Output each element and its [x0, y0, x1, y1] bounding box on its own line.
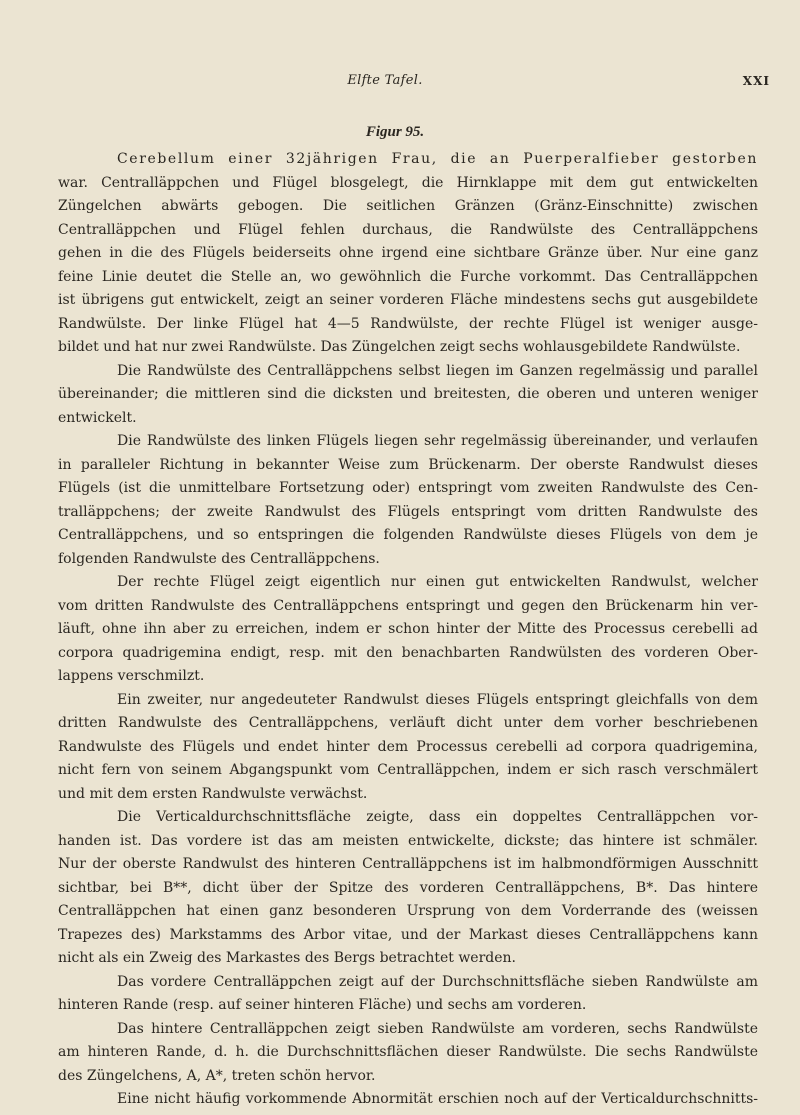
text-line: Züngelchen abwärts gebogen. Die seitlichen Gränzen (Gränz-Einschnitte) zwischen: [58, 198, 758, 214]
text-line: entwickelt.: [58, 409, 137, 426]
text-line: Die Randwülste des linken Flügels liegen sehr regelmässig übereinander, und verlaufen: [117, 433, 758, 449]
text-line: handen ist. Das vordere ist das am meisten entwickelte, dickste; das hintere ist schmäler.: [58, 832, 758, 849]
text-line: sichtbar, bei B**, dicht über der Spitze des vorderen Centralläppchens, B*. Das hintere: [58, 879, 758, 896]
text-line: dritten Randwulste des Centralläppchens, verläuft dicht unter dem vorher beschriebenen: [58, 715, 758, 731]
text-line: hinteren Rande (resp. auf seiner hinteren Fläche) und sechs am vorderen.: [58, 997, 587, 1013]
text-line: Das hintere Centralläppchen zeigt sieben Randwülste am vorderen, sechs Randwülste: [117, 1020, 758, 1037]
text-line: Der rechte Flügel zeigt eigentlich nur einen gut entwickelten Randwulst, welcher: [117, 574, 758, 590]
text-line: Eine nicht häufig vorkommende Abnormität erschien noch auf der Verticaldurchschnitts-: [117, 1091, 758, 1107]
text-line: gehen in die des Flügels beiderseits ohne irgend eine sichtbare Gränze über. Nur eine ganz: [58, 245, 758, 261]
text-line: nicht fern von seinem Abgangspunkt vom Centralläppchen, indem er sich rasch verschmälert: [58, 762, 758, 778]
text-line: folgenden Randwulste des Centralläppchens.: [58, 550, 380, 567]
text-line: des Züngelchens, A, A*, treten schön hervor.: [58, 1067, 376, 1084]
text-line: Nur der oberste Randwulst des hinteren Centralläppchens ist im halbmondförmigen Ausschnitt: [58, 856, 758, 872]
text-line: Cerebellum einer 32jährigen Frau, die an Puerperalfieber gestorben: [117, 151, 758, 167]
text-line: tralläppchens; der zweite Randwulst des Flügels entspringt vom dritten Randwulste des: [58, 503, 758, 520]
text-line: und mit dem ersten Randwulste verwächst.: [58, 785, 368, 802]
text-line: nicht als ein Zweig des Markastes des Bergs betrachtet werden.: [58, 950, 516, 966]
text-line: Die Verticaldurchschnittsfläche zeigte, dass ein doppeltes Centralläppchen vor-: [117, 809, 758, 825]
text-line: übereinander; die mittleren sind die dicksten und breitesten, die oberen und unteren weniger: [58, 386, 758, 402]
running-header: Elfte Tafel.: [347, 73, 423, 88]
text-line: Centralläppchens, und so entspringen die folgenden Randwülste dieses Flügels von dem je: [58, 527, 758, 543]
text-line: am hinteren Rande, d. h. die Durchschnittsflächen dieser Randwülste. Die sechs Randwülste: [58, 1044, 758, 1060]
text-line: feine Linie deutet die Stelle an, wo gewöhnlich die Furche vorkommt. Das Centralläppchen: [58, 268, 758, 285]
text-line: Das vordere Centralläppchen zeigt auf der Durchschnittsfläche sieben Randwülste am: [117, 973, 758, 990]
text-line: Centralläppchen und Flügel fehlen durchaus, die Randwülste des Centralläppchens: [58, 221, 758, 238]
page-number: XXI: [742, 74, 770, 88]
text-line: bildet und hat nur zwei Randwülste. Das Züngelchen zeigt sechs wohlausgebildete Randwülste.: [58, 339, 741, 355]
text-line: Randwulste des Flügels und endet hinter dem Processus cerebelli ad corpora quadrigemina,: [58, 738, 758, 755]
text-line: lappens verschmilzt.: [58, 668, 205, 684]
text-line: Trapezes des) Markstamms des Arbor vitae, und der Markast dieses Centralläppchens kann: [58, 926, 758, 943]
text-line: corpora quadrigemina endigt, resp. mit den benachbarten Randwülsten des vorderen Ober-: [58, 644, 758, 661]
body-text: [58, 148, 758, 1112]
text-line: ist übrigens gut entwickelt, zeigt an seiner vorderen Fläche mindestens sechs gut ausgebildete: [58, 292, 758, 308]
text-line: war. Centralläppchen und Flügel blosgelegt, die Hirnklappe mit dem gut entwickelten: [58, 174, 758, 191]
text-line: Centralläppchen hat einen ganz besonderen Ursprung von dem Vorderrande des (weissen: [58, 903, 758, 919]
figure-heading: Figur 95.: [365, 124, 425, 140]
text-line: Flügels (ist die unmittelbare Fortsetzung oder) entspringt vom zweiten Randwulste des Cen-: [58, 480, 758, 496]
text-line: läuft, ohne ihn aber zu erreichen, indem er schon hinter der Mitte des Processus cerebelli ad: [58, 621, 758, 637]
text-line: vom dritten Randwulste des Centralläppchens entspringt und gegen den Brückenarm hin ver-: [58, 597, 758, 614]
text-line: Ein zweiter, nur angedeuteter Randwulst dieses Flügels entspringt gleichfalls von dem: [117, 691, 758, 708]
text-line: Randwülste. Der linke Flügel hat 4—5 Randwülste, der rechte Flügel ist weniger ausge-: [58, 315, 758, 332]
text-line: Die Randwülste des Centralläppchens selbst liegen im Ganzen regelmässig und parallel: [117, 362, 758, 379]
text-line: in paralleler Richtung in bekannter Weise zum Brückenarm. Der oberste Randwulst dieses: [58, 456, 758, 473]
